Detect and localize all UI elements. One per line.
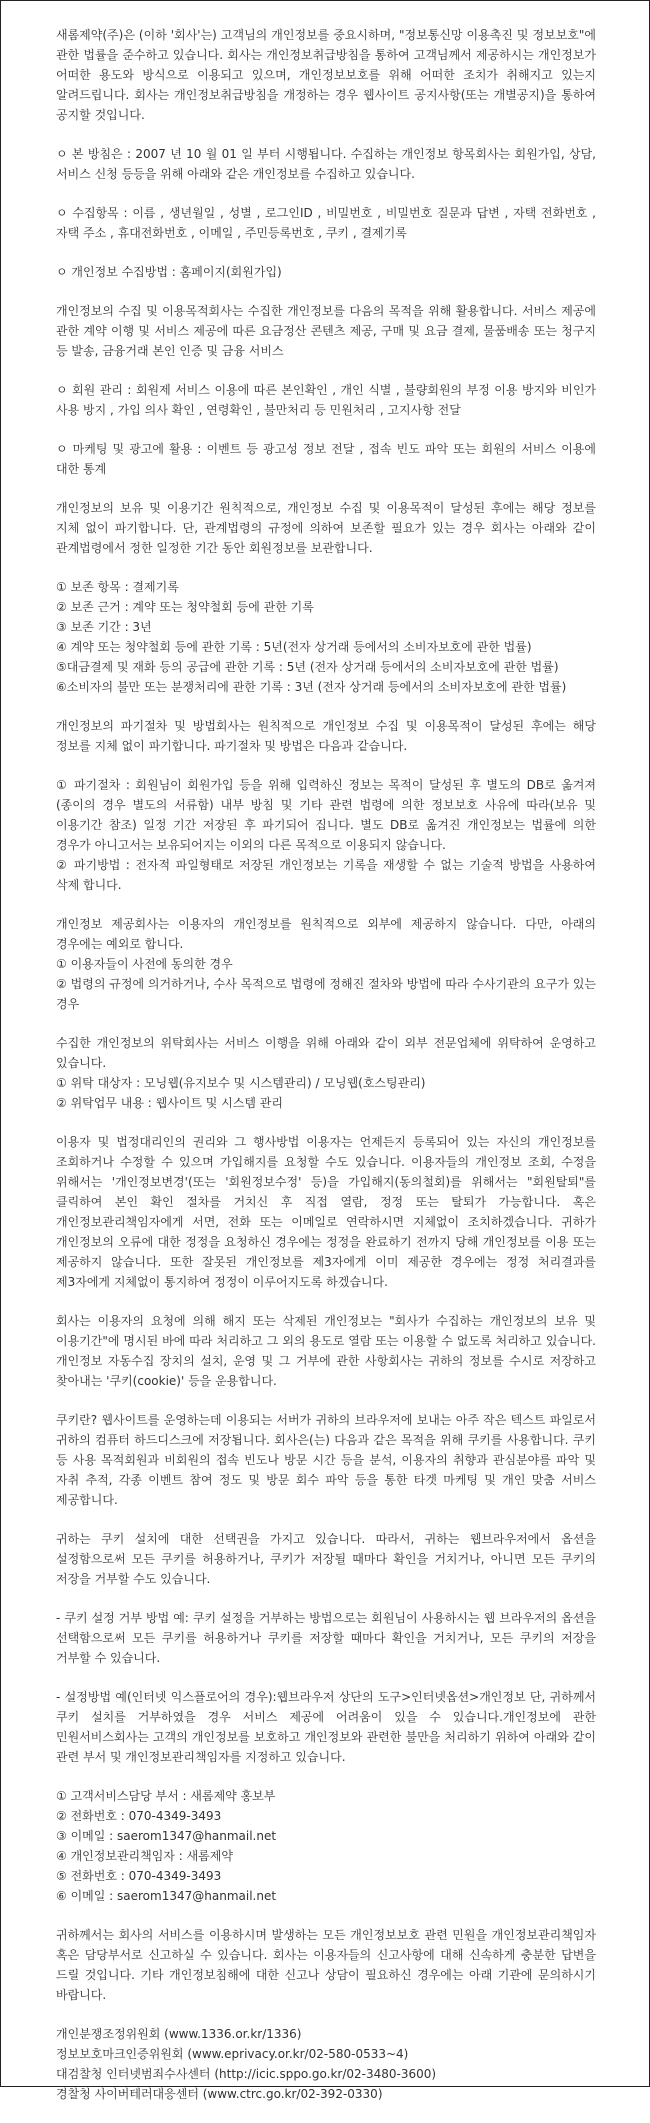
policy-line: 개인분쟁조정위원회 (www.1336.or.kr/1336) (56, 2027, 302, 2041)
policy-line: 정보보호마크인증위원회 (www.eprivacy.or.kr/02-580-0533~4) (56, 2047, 409, 2061)
policy-paragraph (56, 775, 596, 895)
policy-paragraph (56, 2024, 596, 2104)
policy-paragraph (56, 1033, 596, 1113)
policy-paragraph (56, 1132, 596, 1292)
policy-line: ① 보존 항목 : 결제기록 (56, 580, 179, 594)
policy-line: - 쿠키 설정 거부 방법 예: 쿠키 설정을 거부하는 방법으로는 회원님이 사용하시는 웹 브라우저의 옵션을 선택함으로써 모든 쿠키를 허용하거나 쿠키를 저장할 때마다 확인을 거치거나, 모든 쿠키의 저장을 거부할 수 있습니다. (56, 1611, 596, 1665)
policy-paragraph (56, 1687, 596, 1767)
policy-line: 개인정보의 보유 및 이용기간 원칙적으로, 개인정보 수집 및 이용목적이 달성된 후에는 해당 정보를 지체 없이 파기합니다. 단, 관계법령의 규정에 의하여 보존할 필요가 있는 경우 회사는 아래와 같이 관계법령에서 정한 일정한 기간 동안 회원정보를 보관합니다. (56, 501, 596, 555)
policy-line: 개인정보 제공회사는 이용자의 개인정보를 원칙적으로 외부에 제공하지 않습니다. 다만, 아래의 경우에는 예외로 합니다. (56, 917, 596, 951)
policy-line: ⑥ 이메일 : saerom1347@hanmail.net (56, 1889, 277, 1903)
policy-line: ① 이용자들이 사전에 동의한 경우 (56, 957, 233, 971)
policy-paragraph (56, 1608, 596, 1668)
policy-paragraph (56, 577, 596, 697)
policy-line: 경찰청 사이버테러대응센터 (www.ctrc.go.kr/02-392-0330) (56, 2087, 383, 2101)
policy-line: 대검찰청 인터넷범죄수사센터 (http://icic.sppo.go.kr/02-3480-3600) (56, 2067, 437, 2081)
policy-line: 개인정보의 파기절차 및 방법회사는 원칙적으로 개인정보 수집 및 이용목적이 달성된 후에는 해당 정보를 지체 없이 파기합니다. 파기절차 및 방법은 다음과 같습니다. (56, 719, 596, 753)
policy-line: 새롬제약(주)은 (이하 '회사'는) 고객님의 개인정보를 중요시하며, "정보통신망 이용촉진 및 정보보호"에 관한 법률을 준수하고 있습니다. 회사는 개인정보취급방침을 통하여 고객님께서 제공하시는 개인정보가 어떠한 용도와 방식으로 이용되고 있으며, 개인정보보호를 위해 어떠한 조치가 취해지고 있는지 알려드립니다. 회사는 개인정보취급방침을 개정하는 경우 웹사이트 공지사항(또는 개별공지)을 통하여 공지할 것입니다. (56, 28, 596, 122)
policy-paragraph (56, 716, 596, 756)
policy-paragraph (56, 203, 596, 243)
policy-line: ㅇ 개인정보 수집방법 : 홈페이지(회원가입) (56, 265, 282, 279)
policy-line: ㅇ 본 방침은 : 2007 년 10 월 01 일 부터 시행됩니다. 수집하는 개인정보 항목회사는 회원가입, 상담, 서비스 신청 등등을 위해 아래와 같은 개인정보를 수집하고 있습니다. (56, 147, 596, 181)
policy-line: ② 법령의 규정에 의거하거나, 수사 목적으로 법령에 정해진 절차와 방법에 따라 수사기관의 요구가 있는 경우 (56, 977, 596, 1011)
policy-line: ② 파기방법 : 전자적 파일형태로 저장된 개인정보는 기록을 재생할 수 없는 기술적 방법을 사용하여 삭제 합니다. (56, 858, 596, 892)
policy-paragraph (56, 914, 596, 1014)
policy-line: ⑤ 전화번호 : 070-4349-3493 (56, 1869, 222, 1883)
policy-line: 귀하께서는 회사의 서비스를 이용하시며 발생하는 모든 개인정보보호 관련 민원을 개인정보관리책임자 혹은 담당부서로 신고하실 수 있습니다. 회사는 이용자들의 신고사항에 대해 신속하게 충분한 답변을 드릴 것입니다. 기타 개인정보침해에 대한 신고나 상담이 필요하신 경우에는 아래 기관에 문의하시기 바랍니다. (56, 1928, 596, 2002)
policy-paragraph (56, 380, 596, 420)
policy-line: ② 위탁업무 내용 : 웹사이트 및 시스템 관리 (56, 1096, 283, 1110)
policy-paragraph (56, 25, 596, 125)
policy-line: - 설정방법 예(인터넷 익스플로어의 경우):웹브라우저 상단의 도구>인터넷옵션>개인정보 단, 귀하께서 쿠키 설치를 거부하였을 경우 서비스 제공에 어려움이 있을 수 있습니다.개인정보에 관한 민원서비스회사는 고객의 개인정보를 보호하고 개인정보와 관련한 불만을 처리하기 위하여 아래와 같이 관련 부서 및 개인정보관리책임자를 지정하고 있습니다. (56, 1690, 596, 1764)
policy-line: ④ 개인정보관리책임자 : 새롬제약 (56, 1849, 233, 1863)
policy-line: ㅇ 마케팅 및 광고에 활용 : 이벤트 등 광고성 정보 전달 , 접속 빈도 파악 또는 회원의 서비스 이용에 대한 통계 (56, 442, 596, 476)
policy-line: ⑥소비자의 불만 또는 분쟁처리에 관한 기록 : 3년 (전자 상거래 등에서의 소비자보호에 관한 법률) (56, 680, 567, 694)
policy-line: ④ 계약 또는 청약철회 등에 관한 기록 : 5년(전자 상거래 등에서의 소비자보호에 관한 법률) (56, 640, 532, 654)
policy-paragraph (56, 1410, 596, 1510)
policy-line: ㅇ 수집항목 : 이름 , 생년월일 , 성별 , 로그인ID , 비밀번호 , 비밀번호 질문과 답변 , 자택 전화번호 , 자택 주소 , 휴대전화번호 , 이메일 , 주민등록번호 , 쿠키 , 결제기록 (56, 206, 596, 240)
policy-line: ③ 보존 기간 : 3년 (56, 620, 152, 634)
policy-paragraph (56, 439, 596, 479)
policy-paragraph (56, 498, 596, 558)
policy-line: ⑤대금결제 및 재화 등의 공급에 관한 기록 : 5년 (전자 상거래 등에서의 소비자보호에 관한 법률) (56, 660, 559, 674)
policy-line: ② 보존 근거 : 계약 또는 청약철회 등에 관한 기록 (56, 600, 314, 614)
privacy-policy-text (56, 25, 596, 2123)
policy-line: ① 파기절차 : 회원님이 회원가입 등을 위해 입력하신 정보는 목적이 달성된 후 별도의 DB로 옮겨져(종이의 경우 별도의 서류함) 내부 방침 및 기타 관련 법령에 의한 정보보호 사유에 따라(보유 및 이용기간 참조) 일정 기간 저장된 후 파기되어 집니다. 별도 DB로 옮겨진 개인정보는 법률에 의한 경우가 아니고서는 보유되어지는 이외의 다른 목적으로 이용되지 않습니다. (56, 778, 596, 852)
policy-line: ① 고객서비스담당 부서 : 새롬제약 홍보부 (56, 1789, 276, 1803)
policy-line: 수집한 개인정보의 위탁회사는 서비스 이행을 위해 아래와 같이 외부 전문업체에 위탁하여 운영하고 있습니다. (56, 1036, 596, 1070)
policy-paragraph (56, 1786, 596, 1906)
policy-paragraph (56, 301, 596, 361)
policy-paragraph (56, 144, 596, 184)
policy-line: 개인정보의 수집 및 이용목적회사는 수집한 개인정보를 다음의 목적을 위해 활용합니다. 서비스 제공에 관한 계약 이행 및 서비스 제공에 따른 요금정산 콘텐츠 제공, 구매 및 요금 결제, 물품배송 또는 청구지 등 발송, 금융거래 본인 인증 및 금융 서비스 (56, 304, 596, 358)
policy-paragraph (56, 262, 596, 282)
policy-line: 쿠키란? 웹사이트를 운영하는데 이용되는 서버가 귀하의 브라우저에 보내는 아주 작은 텍스트 파일로서 귀하의 컴퓨터 하드디스크에 저장됩니다. 회사은(는) 다음과 같은 목적을 위해 쿠키를 사용합니다. 쿠키 등 사용 목적회원과 비회원의 접속 빈도나 방문 시간 등을 분석, 이용자의 취향과 관심분야를 파악 및 자취 추적, 각종 이벤트 참여 정도 및 방문 회수 파악 등을 통한 타겟 마케팅 및 개인 맞춤 서비스 제공합니다. (56, 1413, 596, 1507)
policy-line: ㅇ 회원 관리 : 회원제 서비스 이용에 따른 본인확인 , 개인 식별 , 불량회원의 부정 이용 방지와 비인가 사용 방지 , 가입 의사 확인 , 연령확인 , 불만처리 등 민원처리 , 고지사항 전달 (56, 383, 596, 417)
policy-line: 귀하는 쿠키 설치에 대한 선택권을 가지고 있습니다. 따라서, 귀하는 웹브라우저에서 옵션을 설정함으로써 모든 쿠키를 허용하거나, 쿠키가 저장될 때마다 확인을 거치거나, 아니면 모든 쿠키의 저장을 거부할 수도 있습니다. (56, 1532, 596, 1586)
policy-line: ③ 이메일 : saerom1347@hanmail.net (56, 1829, 277, 1843)
policy-paragraph (56, 1311, 596, 1391)
policy-line: ① 위탁 대상자 : 모닝웹(유지보수 및 시스템관리) / 모닝웹(호스팅관리) (56, 1076, 426, 1090)
policy-paragraph (56, 1529, 596, 1589)
policy-line: 이용자 및 법정대리인의 권리와 그 행사방법 이용자는 언제든지 등록되어 있는 자신의 개인정보를 조회하거나 수정할 수 있으며 가입해지를 요청할 수도 있습니다. 이용자들의 개인정보 조회, 수정을 위해서는 '개인정보변경'(또는 '회원정보수정' 등)을 가입해지(동의철회)를 위해서는 "회원탈퇴"를 클릭하여 본인 확인 절차를 거치신 후 직접 열람, 정정 또는 탈퇴가 가능합니다. 혹은 개인정보관리책임자에게 서면, 전화 또는 이메일로 연락하시면 지체없이 조치하겠습니다. 귀하가 개인정보의 오류에 대한 정정을 요청하신 경우에는 정정을 완료하기 전까지 당해 개인정보를 이용 또는 제공하지 않습니다. 또한 잘못된 개인정보를 제3자에게 이미 제공한 경우에는 정정 처리결과를 제3자에게 지체없이 통지하여 정정이 이루어지도록 하겠습니다. (56, 1135, 596, 1289)
policy-line: ② 전화번호 : 070-4349-3493 (56, 1809, 222, 1823)
policy-line: 회사는 이용자의 요청에 의해 해지 또는 삭제된 개인정보는 "회사가 수집하는 개인정보의 보유 및 이용기간"에 명시된 바에 따라 처리하고 그 외의 용도로 열람 또는 이용할 수 없도록 처리하고 있습니다. 개인정보 자동수집 장치의 설치, 운영 및 그 거부에 관한 사항회사는 귀하의 정보를 수시로 저장하고 찾아내는 '쿠키(cookie)' 등을 운용합니다. (56, 1314, 596, 1388)
policy-paragraph (56, 1925, 596, 2005)
